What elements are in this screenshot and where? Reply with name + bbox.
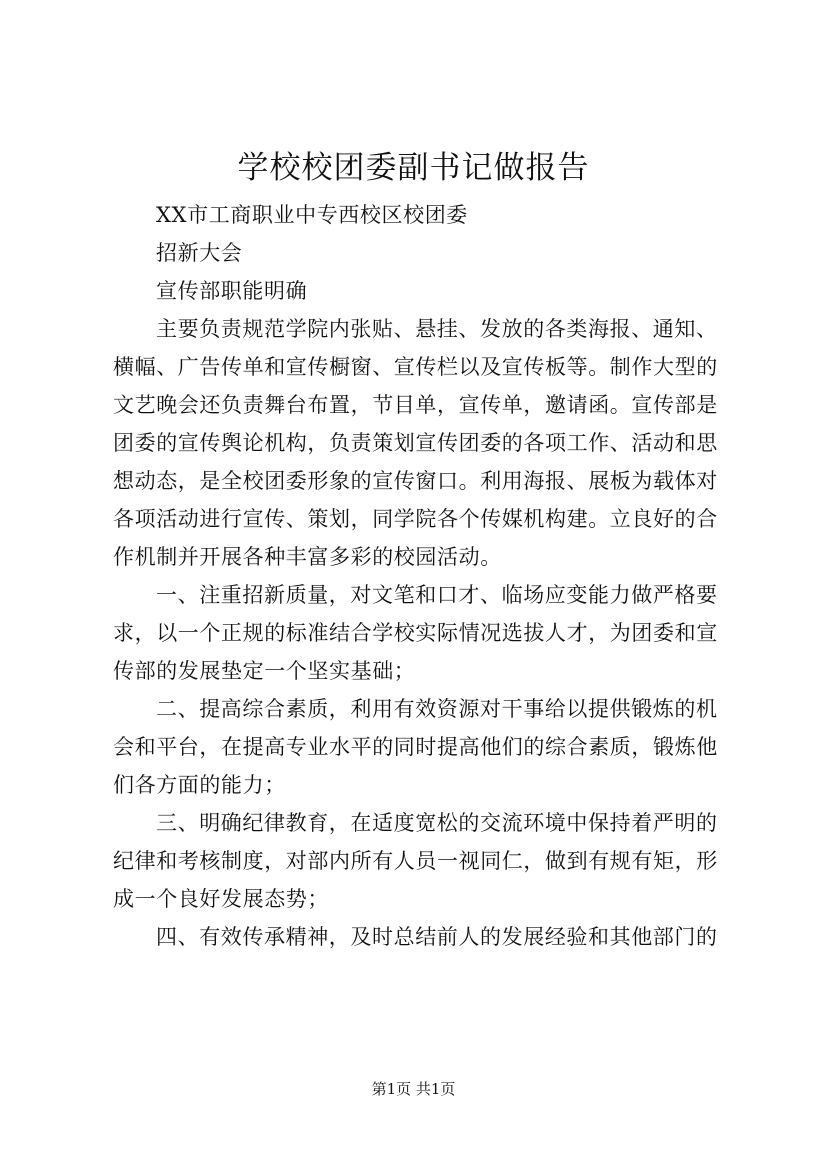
paragraph-line: 作机制并开展各种丰富多彩的校园活动。 [113, 545, 502, 569]
paragraph-line: 求，以一个正规的标准结合学校实际情况选拔人才，为团委和宣 [113, 621, 718, 645]
paragraph-line: 主要负责规范学院内张贴、悬挂、发放的各类海报、通知、 [156, 317, 718, 341]
body-line-org: XX市工商职业中专西校区校团委 [156, 203, 468, 227]
paragraph-line: 会和平台，在提高专业水平的同时提高他们的综合素质，锻炼他 [113, 735, 718, 759]
body-line-meeting: 招新大会 [156, 241, 243, 265]
document-title: 学校校团委副书记做报告 [237, 150, 590, 186]
paragraph-line: 二、提高综合素质，利用有效资源对干事给以提供锻炼的机 [156, 697, 718, 721]
paragraph-line: 传部的发展垫定一个坚实基础； [113, 659, 416, 683]
paragraph-line: 一、注重招新质量，对文笔和口才、临场应变能力做严格要 [156, 583, 718, 607]
document-body [113, 196, 741, 956]
paragraph-line: 四、有效传承精神，及时总结前人的发展经验和其他部门的 [156, 925, 718, 949]
paragraph-line: 各项活动进行宣传、策划，同学院各个传媒机构建。立良好的合 [113, 507, 718, 531]
paragraph-line: 成一个良好发展态势； [113, 887, 329, 911]
paragraph-line: 想动态，是全校团委形象的宣传窗口。利用海报、展板为载体对 [113, 469, 718, 493]
paragraph-line: 三、明确纪律教育，在适度宽松的交流环境中保持着严明的 [156, 811, 718, 835]
paragraph-line: 文艺晚会还负责舞台布置，节目单，宣传单，邀请函。宣传部是 [113, 393, 718, 417]
paragraph-line: 们各方面的能力； [113, 773, 286, 797]
paragraph-line: 横幅、广告传单和宣传橱窗、宣传栏以及宣传板等。制作大型的 [113, 355, 718, 379]
paragraph-line: 纪律和考核制度，对部内所有人员一视同仁，做到有规有矩，形 [113, 849, 718, 873]
paragraph-line: 团委的宣传舆论机构，负责策划宣传团委的各项工作、活动和思 [113, 431, 718, 455]
body-line-heading: 宣传部职能明确 [156, 279, 308, 303]
page-footer: 第1页 共1页 [371, 1080, 456, 1098]
